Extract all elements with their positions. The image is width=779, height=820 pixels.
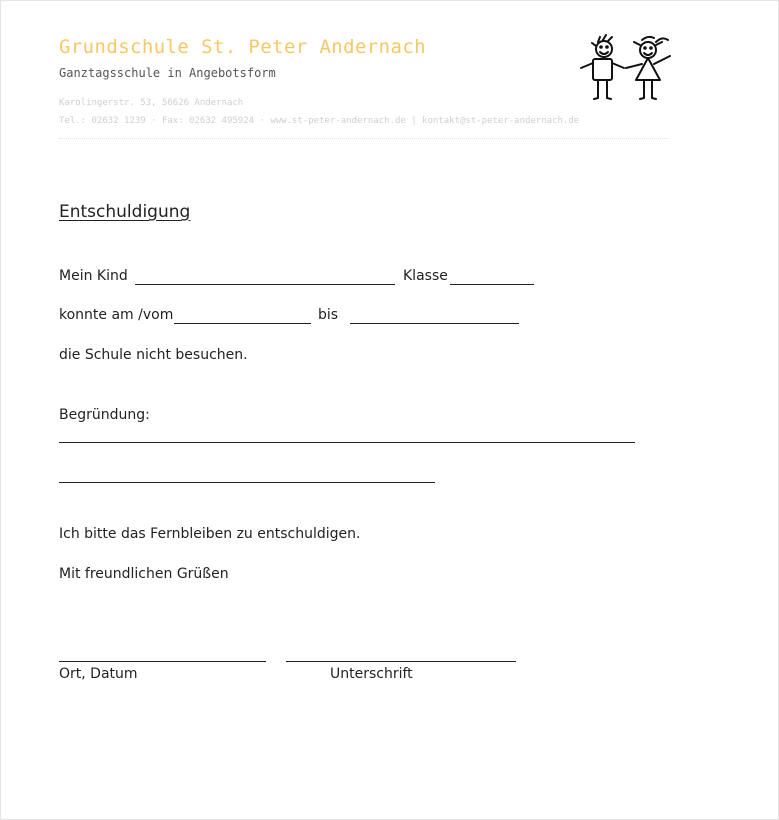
reason-line-2[interactable] bbox=[59, 482, 435, 483]
school-contact: Tel.: 02632 1239 · Fax: 02632 495924 · www.st-peter-andernach.de | kontakt@st-peter-andernach.de bbox=[59, 116, 580, 126]
class-label: Klasse bbox=[403, 268, 448, 284]
document-title: Entschuldigung bbox=[59, 202, 191, 222]
date-to-field[interactable] bbox=[350, 323, 519, 324]
date-from-field[interactable] bbox=[174, 323, 311, 324]
place-date-field[interactable] bbox=[59, 661, 266, 662]
class-field[interactable] bbox=[450, 284, 534, 285]
child-label: Mein Kind bbox=[59, 268, 128, 284]
until-label: bis bbox=[318, 307, 339, 323]
school-name: Grundschule St. Peter Andernach bbox=[59, 36, 427, 58]
absence-text: die Schule nicht besuchen. bbox=[59, 347, 248, 363]
children-drawing-icon bbox=[576, 34, 676, 104]
signature-field[interactable] bbox=[286, 661, 516, 662]
reason-label: Begründung: bbox=[59, 407, 150, 423]
request-text: Ich bitte das Fernbleiben zu entschuldigen. bbox=[59, 526, 361, 542]
period-label: konnte am /vom bbox=[59, 307, 174, 323]
school-address: Karolingerstr. 53, 56626 Andernach bbox=[59, 98, 244, 108]
reason-line-1[interactable] bbox=[59, 442, 635, 443]
signature-label: Unterschrift bbox=[330, 666, 413, 682]
place-date-label: Ort, Datum bbox=[59, 666, 138, 682]
child-name-field[interactable] bbox=[135, 284, 395, 285]
school-subtitle: Ganztagsschule in Angebotsform bbox=[59, 66, 276, 80]
header-divider bbox=[59, 138, 669, 139]
greeting-text: Mit freundlichen Grüßen bbox=[59, 566, 229, 582]
